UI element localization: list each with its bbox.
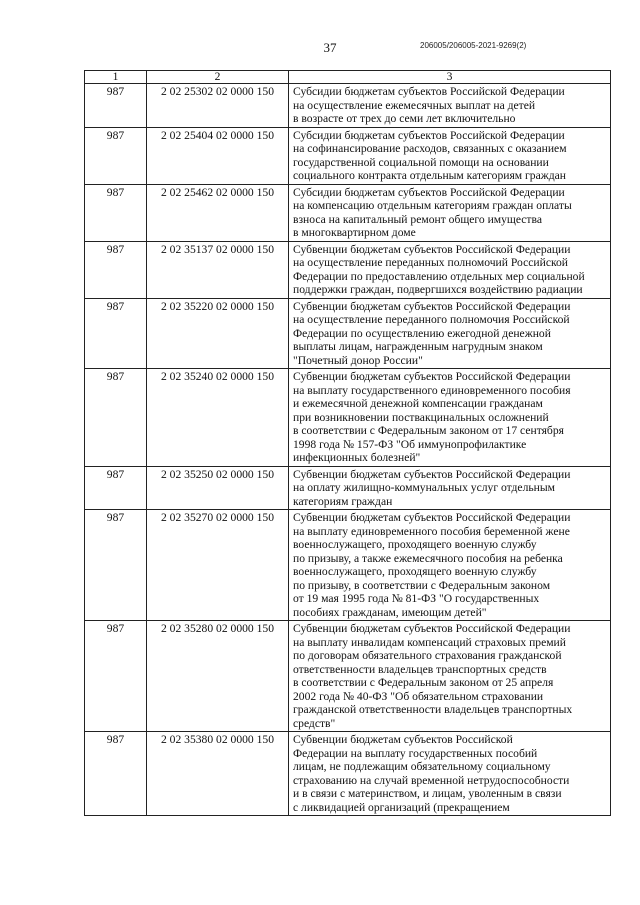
table-body [85, 84, 611, 816]
table-row [85, 466, 611, 510]
revenue-name-line: на выплату единовременного пособия беременной жене [293, 524, 570, 538]
revenue-name-line: Субвенции бюджетам субъектов Российской [293, 733, 513, 746]
table-row [85, 732, 611, 816]
revenue-name-line: средств" [293, 716, 336, 730]
budget-revenue-table [84, 70, 611, 816]
revenue-name-line: на выплату инвалидам компенсаций страховых премий [293, 635, 566, 649]
revenue-code-cell: 2 02 35220 02 0000 150 [147, 298, 289, 369]
column-header-2: 2 [147, 71, 289, 84]
table-row [85, 621, 611, 732]
revenue-name-line: инфекционных болезней" [293, 451, 421, 464]
admin-code-cell: 987 [85, 466, 147, 510]
revenue-name-cell [289, 127, 611, 184]
revenue-name-line: на осуществление ежемесячных выплат на детей [293, 98, 536, 112]
revenue-name-line: в соответствии с Федеральным законом от 17 сентября [293, 424, 564, 437]
column-header-1: 1 [85, 71, 147, 84]
revenue-name-line: военнослужащего, проходящего военную службу [293, 565, 537, 578]
table-row [85, 241, 611, 298]
admin-code-cell: 987 [85, 241, 147, 298]
revenue-name-line: при возникновении поствакцинальных осложнений [293, 410, 549, 424]
revenue-name-cell [289, 732, 611, 816]
revenue-name-line: по договорам обязательного страхования гражданской [293, 649, 562, 662]
revenue-name-line: страхованию на случай временной нетрудоспособности [293, 773, 570, 787]
revenue-name-line: Федерации по предоставлению отдельных мер социальной [293, 269, 585, 283]
revenue-name-line: на выплату государственного единовременного пособия [293, 383, 571, 397]
revenue-code-cell: 2 02 35137 02 0000 150 [147, 241, 289, 298]
document-code: 206005/206005-2021-9269(2) [420, 41, 527, 50]
table-row [85, 369, 611, 467]
revenue-name-cell [289, 241, 611, 298]
admin-code-cell: 987 [85, 298, 147, 369]
revenue-name-line: с ликвидацией организаций (прекращением [293, 800, 510, 814]
revenue-name-line: взноса на капитальный ремонт общего имущества [293, 212, 542, 226]
revenue-name-line: и в связи с материнством, и лицам, уволенным в связи [293, 787, 562, 800]
revenue-name-line: Субсидии бюджетам субъектов Российской Федерации [293, 85, 565, 98]
revenue-name-line: пособиях гражданам, имеющим детей" [293, 605, 487, 619]
revenue-name-line: и ежемесячной денежной компенсации гражданам [293, 397, 543, 410]
revenue-name-line: гражданской ответственности владельцев транспортных [293, 703, 573, 716]
revenue-name-cell [289, 369, 611, 467]
revenue-name-cell [289, 510, 611, 621]
revenue-name-line: в соответствии с Федеральным законом от 25 апреля [293, 676, 554, 689]
revenue-name-line: Субвенции бюджетам субъектов Российской Федерации [293, 622, 571, 635]
admin-code-cell: 987 [85, 621, 147, 732]
admin-code-cell: 987 [85, 127, 147, 184]
revenue-name-line: поддержки граждан, подвергшихся воздействию радиации [293, 283, 583, 296]
revenue-name-line: "Почетный донор России" [293, 353, 423, 367]
revenue-name-line: Субвенции бюджетам субъектов Российской Федерации [293, 242, 571, 256]
revenue-name-line: на осуществление переданных полномочий Российской [293, 256, 569, 269]
revenue-name-line: лицам, не подлежащим обязательному социальному [293, 760, 551, 773]
revenue-name-line: 2002 года № 40-ФЗ "Об обязательном страховании [293, 689, 544, 703]
revenue-name-line: Субвенции бюджетам субъектов Российской Федерации [293, 299, 571, 313]
revenue-name-line: по призыву, в соответствии с Федеральным законом [293, 578, 551, 592]
revenue-name-line: категориям граждан [293, 494, 393, 508]
revenue-name-line: государственной социальной помощи на основании [293, 155, 549, 169]
revenue-name-line: социального контракта отдельным категориям граждан [293, 169, 566, 182]
revenue-name-line: на осуществление переданного полномочия Российской [293, 313, 570, 326]
revenue-name-line: на компенсацию отдельным категориям граждан оплаты [293, 199, 572, 212]
revenue-code-cell: 2 02 35250 02 0000 150 [147, 466, 289, 510]
table-header-row [85, 71, 611, 84]
revenue-name-line: от 19 мая 1995 года № 81-ФЗ "О государственных [293, 592, 540, 605]
revenue-code-cell: 2 02 35240 02 0000 150 [147, 369, 289, 467]
admin-code-cell: 987 [85, 369, 147, 467]
revenue-name-line: по призыву, а также ежемесячного пособия на ребенка [293, 551, 563, 565]
revenue-name-line: Субсидии бюджетам субъектов Российской Федерации [293, 185, 565, 199]
revenue-name-cell [289, 466, 611, 510]
revenue-name-line: военнослужащего, проходящего военную службу [293, 538, 537, 551]
admin-code-cell: 987 [85, 84, 147, 128]
revenue-name-line: Субвенции бюджетам субъектов Российской Федерации [293, 467, 571, 481]
table-row [85, 298, 611, 369]
revenue-name-line: выплаты лицам, награжденным нагрудным знаком [293, 340, 543, 353]
revenue-name-line: 1998 года № 157-ФЗ "Об иммунопрофилактике [293, 437, 527, 451]
revenue-code-cell: 2 02 35270 02 0000 150 [147, 510, 289, 621]
column-header-3: 3 [289, 71, 611, 84]
revenue-code-cell: 2 02 35380 02 0000 150 [147, 732, 289, 816]
revenue-name-line: Федерации на выплату государственных пособий [293, 746, 538, 760]
admin-code-cell: 987 [85, 732, 147, 816]
revenue-name-line: на софинансирование расходов, связанных с оказанием [293, 142, 567, 155]
admin-code-cell: 987 [85, 184, 147, 241]
revenue-name-cell [289, 298, 611, 369]
revenue-name-cell [289, 84, 611, 128]
revenue-code-cell: 2 02 25404 02 0000 150 [147, 127, 289, 184]
revenue-name-line: на оплату жилищно-коммунальных услуг отдельным [293, 481, 555, 494]
revenue-name-cell [289, 621, 611, 732]
admin-code-cell: 987 [85, 510, 147, 621]
revenue-name-line: в многоквартирном доме [293, 226, 416, 239]
revenue-name-line: Федерации по осуществлению ежегодной денежной [293, 326, 551, 340]
table-row [85, 127, 611, 184]
page-number: 37 [323, 40, 337, 55]
revenue-name-line: ответственности владельцев транспортных средств [293, 662, 547, 676]
revenue-code-cell: 2 02 25302 02 0000 150 [147, 84, 289, 128]
revenue-name-line: Субвенции бюджетам субъектов Российской Федерации [293, 511, 571, 524]
table-row [85, 184, 611, 241]
revenue-name-line: в возрасте от трех до семи лет включительно [293, 112, 516, 125]
revenue-name-line: Субсидии бюджетам субъектов Российской Федерации [293, 128, 565, 142]
table-row [85, 510, 611, 621]
revenue-code-cell: 2 02 35280 02 0000 150 [147, 621, 289, 732]
revenue-name-line: Субвенции бюджетам субъектов Российской Федерации [293, 370, 571, 383]
table-row [85, 84, 611, 128]
revenue-name-cell [289, 184, 611, 241]
revenue-code-cell: 2 02 25462 02 0000 150 [147, 184, 289, 241]
